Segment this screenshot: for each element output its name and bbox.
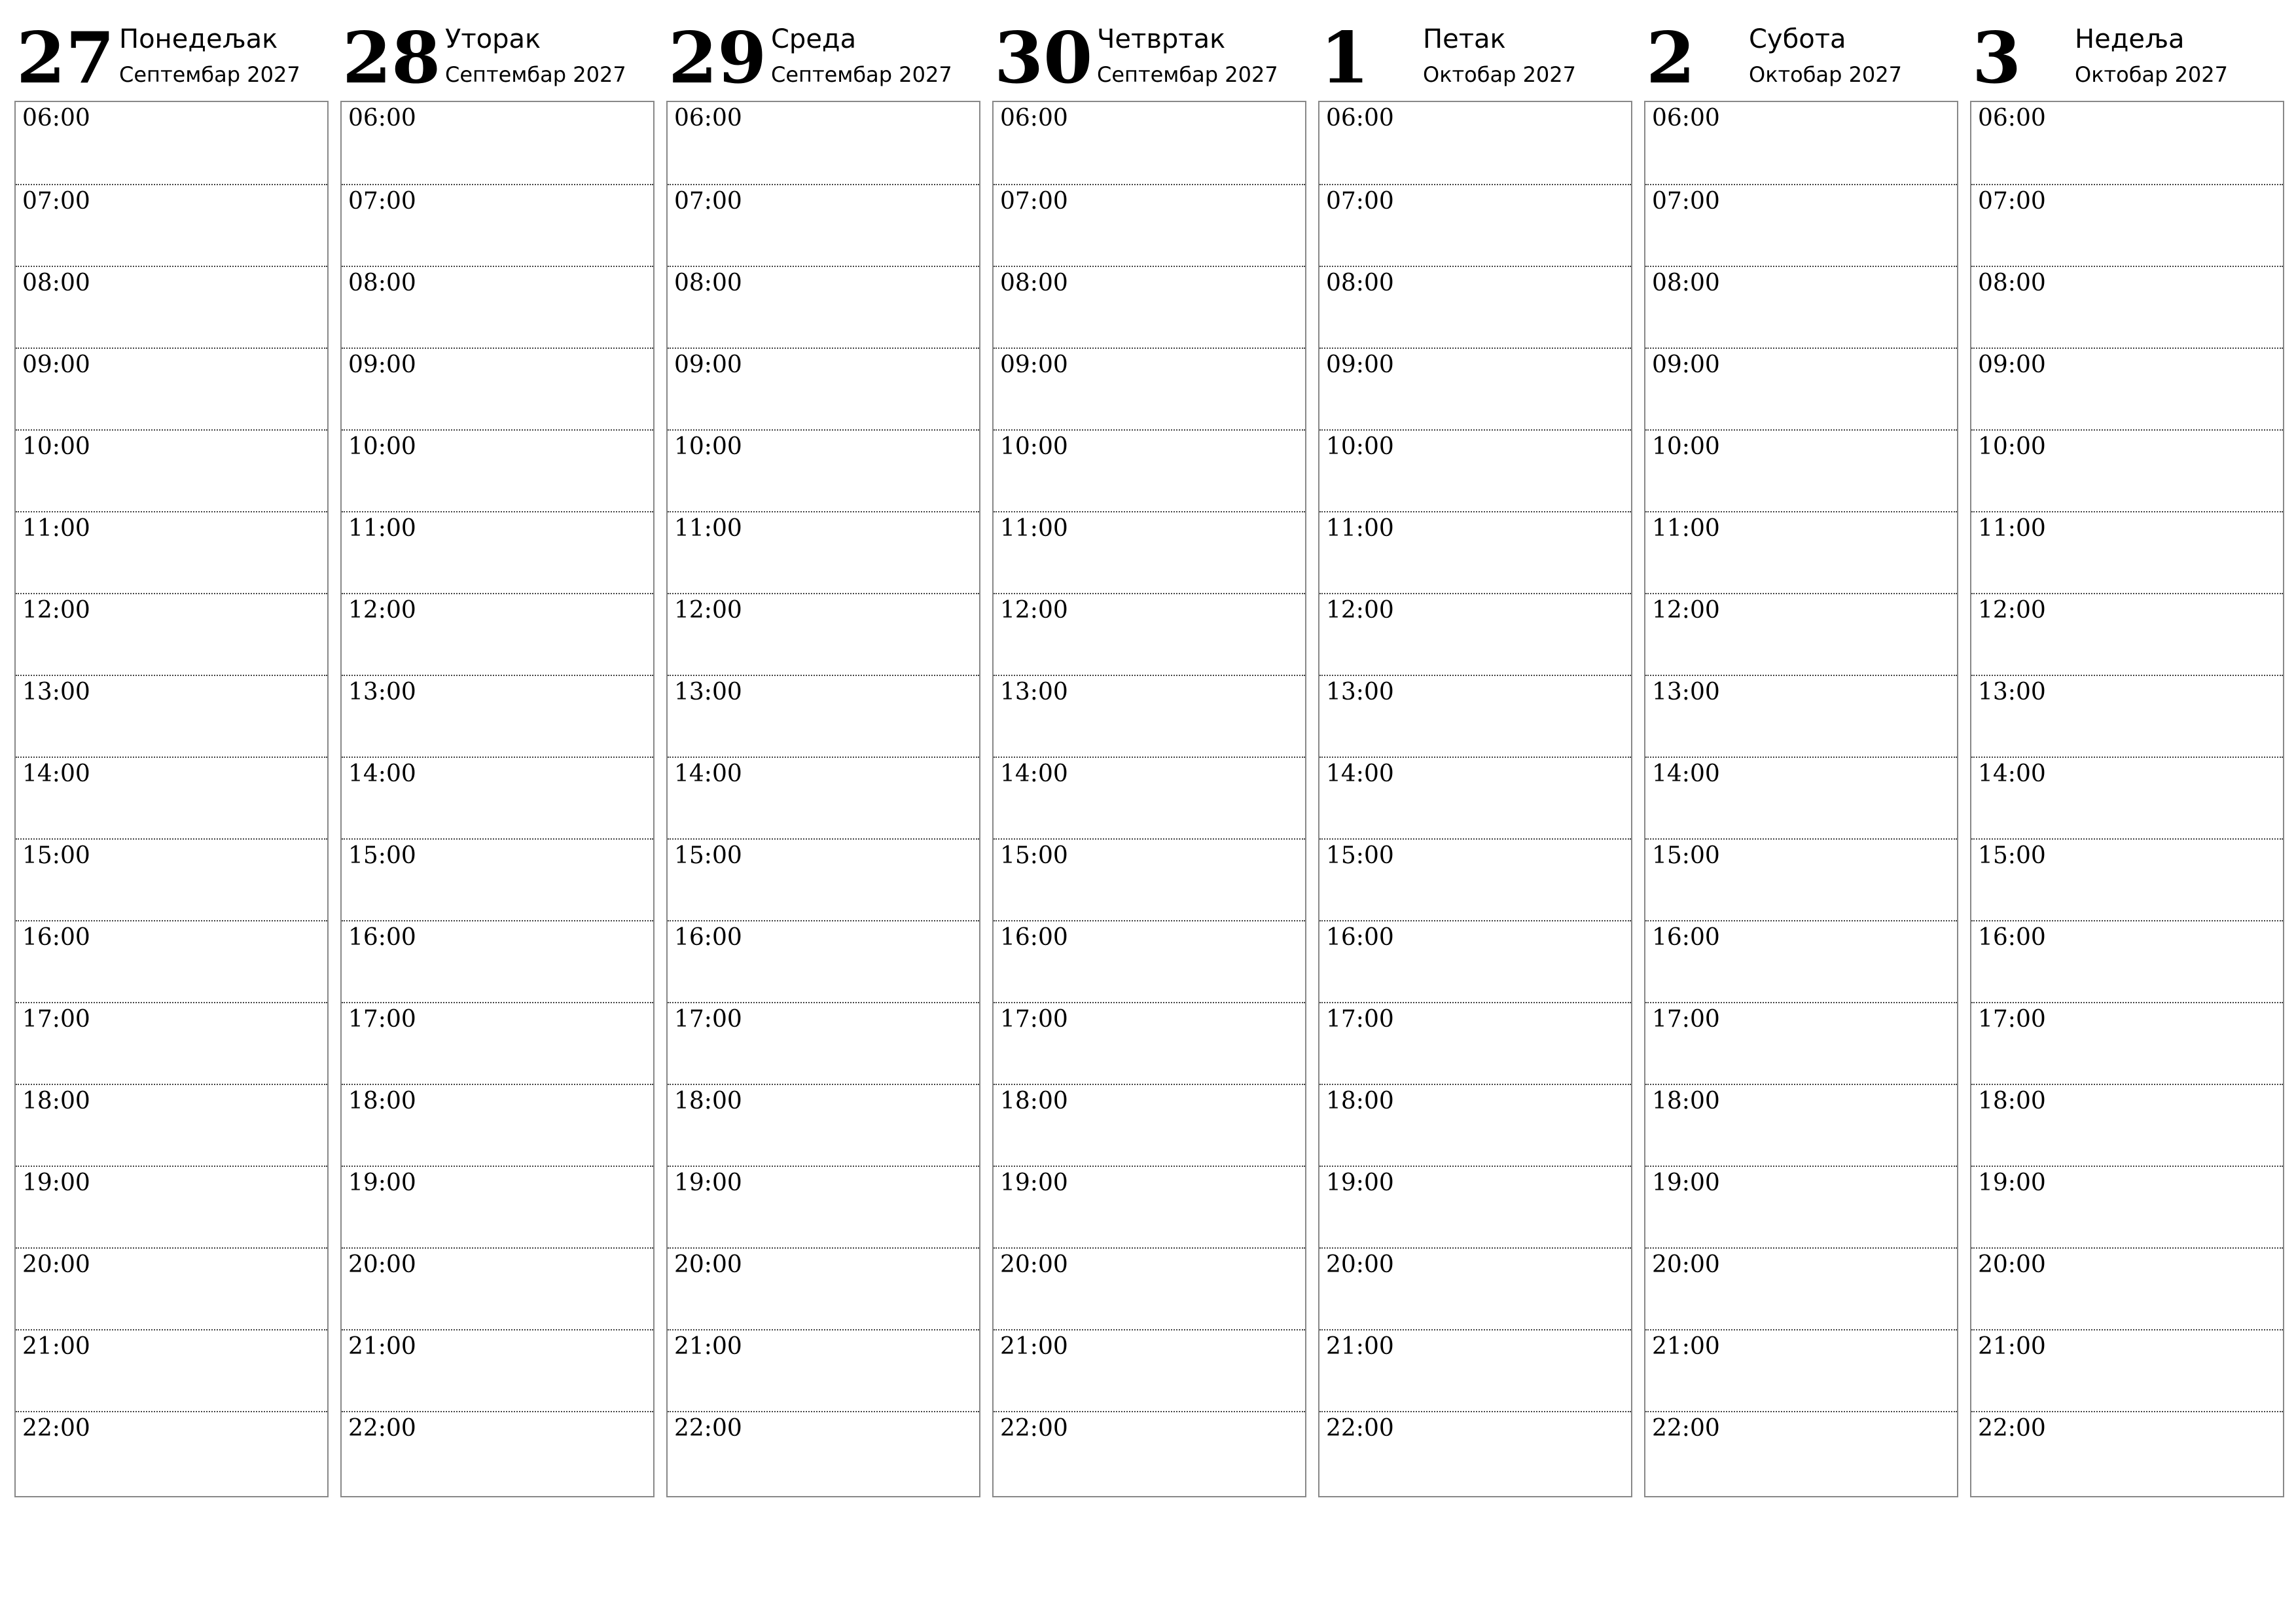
time-slot[interactable] (1319, 675, 1631, 758)
day-name: Понедељак (119, 24, 278, 54)
time-slot[interactable] (668, 266, 979, 349)
time-slot[interactable] (1971, 757, 2283, 840)
time-slot[interactable] (1319, 266, 1631, 349)
time-label: 09:00 (1000, 351, 1068, 378)
time-slot[interactable] (1971, 838, 2283, 921)
time-label: 10:00 (1326, 433, 1394, 460)
time-slot[interactable] (994, 920, 1305, 1003)
day-schedule-box (1318, 101, 1632, 1497)
time-slot[interactable] (1971, 1329, 2283, 1412)
time-label: 09:00 (348, 351, 416, 378)
time-slot[interactable] (1971, 102, 2283, 184)
time-slot[interactable] (16, 1166, 327, 1249)
day-header (340, 0, 655, 98)
time-label: 06:00 (1000, 105, 1068, 132)
time-slot[interactable] (1971, 266, 2283, 349)
time-slot[interactable] (342, 757, 653, 840)
time-slot[interactable] (342, 511, 653, 594)
time-label: 06:00 (1978, 105, 2046, 132)
time-slot[interactable] (1971, 348, 2283, 431)
time-label: 19:00 (1326, 1169, 1394, 1196)
time-slot[interactable] (668, 1411, 979, 1494)
time-slot[interactable] (342, 1002, 653, 1085)
time-label: 22:00 (1652, 1415, 1720, 1442)
time-label: 06:00 (348, 105, 416, 132)
day-name: Недеља (2075, 24, 2185, 54)
time-slot[interactable] (668, 184, 979, 267)
time-label: 13:00 (674, 679, 742, 705)
time-slot[interactable] (16, 1247, 327, 1330)
time-label: 16:00 (1978, 924, 2046, 951)
time-label: 21:00 (1000, 1333, 1068, 1360)
time-label: 13:00 (348, 679, 416, 705)
time-label: 19:00 (22, 1169, 90, 1196)
time-slot[interactable] (994, 1002, 1305, 1085)
day-schedule-box (666, 101, 980, 1497)
time-label: 21:00 (1978, 1333, 2046, 1360)
time-slot[interactable] (1645, 266, 1957, 349)
time-label: 19:00 (1000, 1169, 1068, 1196)
time-label: 17:00 (348, 1006, 416, 1033)
day-name: Среда (771, 24, 857, 54)
month-year-label: Октобар 2027 (1749, 62, 1902, 87)
time-label: 10:00 (1978, 433, 2046, 460)
time-label: 06:00 (674, 105, 742, 132)
time-slot[interactable] (342, 920, 653, 1003)
time-slot[interactable] (668, 838, 979, 921)
time-slot[interactable] (1645, 593, 1957, 676)
time-label: 14:00 (348, 760, 416, 787)
time-slot[interactable] (1319, 1166, 1631, 1249)
day-schedule-box (340, 101, 655, 1497)
time-slot[interactable] (1319, 429, 1631, 512)
time-slot[interactable] (1971, 1084, 2283, 1167)
time-label: 21:00 (1652, 1333, 1720, 1360)
time-slot[interactable] (1971, 920, 2283, 1003)
time-slot[interactable] (994, 1247, 1305, 1330)
time-slot[interactable] (1645, 675, 1957, 758)
time-slot[interactable] (668, 1002, 979, 1085)
time-label: 18:00 (1978, 1088, 2046, 1115)
time-label: 19:00 (1652, 1169, 1720, 1196)
time-slot[interactable] (994, 757, 1305, 840)
time-slot[interactable] (1319, 1329, 1631, 1412)
time-label: 20:00 (674, 1251, 742, 1278)
time-slot[interactable] (668, 1329, 979, 1412)
time-slot[interactable] (342, 1329, 653, 1412)
time-slot[interactable] (994, 1329, 1305, 1412)
time-slot[interactable] (994, 1411, 1305, 1494)
time-label: 22:00 (1978, 1415, 2046, 1442)
time-label: 09:00 (1652, 351, 1720, 378)
time-slot[interactable] (668, 429, 979, 512)
time-slot[interactable] (1645, 1411, 1957, 1494)
time-slot[interactable] (994, 429, 1305, 512)
day-number: 30 (994, 17, 1093, 99)
time-slot[interactable] (994, 511, 1305, 594)
time-slot[interactable] (342, 838, 653, 921)
time-label: 20:00 (1326, 1251, 1394, 1278)
time-slot[interactable] (16, 593, 327, 676)
time-slot[interactable] (16, 511, 327, 594)
time-slot[interactable] (994, 266, 1305, 349)
time-slot[interactable] (1971, 675, 2283, 758)
time-label: 22:00 (1000, 1415, 1068, 1442)
time-label: 16:00 (22, 924, 90, 951)
time-label: 18:00 (1326, 1088, 1394, 1115)
month-year-label: Октобар 2027 (1423, 62, 1576, 87)
time-label: 16:00 (1326, 924, 1394, 951)
time-slot[interactable] (668, 593, 979, 676)
time-slot[interactable] (994, 593, 1305, 676)
time-label: 13:00 (1978, 679, 2046, 705)
month-year-label: Септембар 2027 (771, 62, 952, 87)
day-number: 1 (1320, 17, 1370, 99)
time-label: 16:00 (1652, 924, 1720, 951)
day-number: 29 (668, 17, 767, 99)
time-slot[interactable] (342, 348, 653, 431)
time-label: 11:00 (1978, 515, 2046, 542)
time-slot[interactable] (16, 838, 327, 921)
time-label: 17:00 (1326, 1006, 1394, 1033)
time-slot[interactable] (668, 1084, 979, 1167)
time-slot[interactable] (342, 266, 653, 349)
day-header (1970, 0, 2284, 98)
time-label: 20:00 (22, 1251, 90, 1278)
time-label: 07:00 (1652, 188, 1720, 215)
time-slot[interactable] (994, 1166, 1305, 1249)
day-number: 2 (1646, 17, 1696, 99)
time-slot[interactable] (1645, 1329, 1957, 1412)
time-label: 07:00 (1000, 188, 1068, 215)
time-slot[interactable] (342, 429, 653, 512)
time-label: 14:00 (1326, 760, 1394, 787)
time-slot[interactable] (668, 920, 979, 1003)
day-header (14, 0, 329, 98)
time-slot[interactable] (1645, 1002, 1957, 1085)
time-label: 18:00 (674, 1088, 742, 1115)
time-label: 10:00 (674, 433, 742, 460)
time-label: 12:00 (348, 597, 416, 624)
time-slot[interactable] (16, 920, 327, 1003)
day-header (666, 0, 980, 98)
time-slot[interactable] (1645, 429, 1957, 512)
time-label: 14:00 (1000, 760, 1068, 787)
time-slot[interactable] (1319, 348, 1631, 431)
time-slot[interactable] (1319, 920, 1631, 1003)
time-label: 21:00 (22, 1333, 90, 1360)
time-slot[interactable] (16, 1084, 327, 1167)
time-label: 11:00 (674, 515, 742, 542)
time-label: 16:00 (674, 924, 742, 951)
time-slot[interactable] (1971, 184, 2283, 267)
time-label: 16:00 (1000, 924, 1068, 951)
time-slot[interactable] (1319, 1247, 1631, 1330)
month-year-label: Септембар 2027 (445, 62, 626, 87)
time-label: 07:00 (1978, 188, 2046, 215)
day-schedule-box (1644, 101, 1958, 1497)
time-label: 10:00 (22, 433, 90, 460)
time-slot[interactable] (1645, 1247, 1957, 1330)
time-label: 22:00 (674, 1415, 742, 1442)
time-label: 07:00 (348, 188, 416, 215)
time-slot[interactable] (1319, 102, 1631, 184)
time-slot[interactable] (16, 1002, 327, 1085)
time-slot[interactable] (16, 102, 327, 184)
month-year-label: Септембар 2027 (1097, 62, 1278, 87)
time-slot[interactable] (1645, 102, 1957, 184)
time-label: 18:00 (1000, 1088, 1068, 1115)
time-slot[interactable] (342, 1166, 653, 1249)
time-slot[interactable] (1319, 184, 1631, 267)
time-slot[interactable] (1645, 1084, 1957, 1167)
time-label: 12:00 (1652, 597, 1720, 624)
time-label: 08:00 (1326, 270, 1394, 296)
time-label: 11:00 (1000, 515, 1068, 542)
time-label: 16:00 (348, 924, 416, 951)
time-slot[interactable] (16, 429, 327, 512)
time-label: 10:00 (348, 433, 416, 460)
day-header (992, 0, 1306, 98)
time-label: 17:00 (674, 1006, 742, 1033)
time-label: 22:00 (1326, 1415, 1394, 1442)
time-label: 19:00 (674, 1169, 742, 1196)
time-label: 17:00 (1000, 1006, 1068, 1033)
time-label: 09:00 (674, 351, 742, 378)
time-label: 20:00 (1652, 1251, 1720, 1278)
time-slot[interactable] (1645, 184, 1957, 267)
time-slot[interactable] (994, 675, 1305, 758)
time-label: 18:00 (22, 1088, 90, 1115)
time-slot[interactable] (994, 348, 1305, 431)
time-slot[interactable] (1319, 1411, 1631, 1494)
time-label: 14:00 (674, 760, 742, 787)
time-label: 18:00 (1652, 1088, 1720, 1115)
time-slot[interactable] (1319, 838, 1631, 921)
time-label: 17:00 (1978, 1006, 2046, 1033)
day-schedule-box (992, 101, 1306, 1497)
time-slot[interactable] (1319, 511, 1631, 594)
time-label: 13:00 (1326, 679, 1394, 705)
time-slot[interactable] (342, 675, 653, 758)
time-label: 07:00 (22, 188, 90, 215)
time-slot[interactable] (1319, 593, 1631, 676)
time-label: 13:00 (1000, 679, 1068, 705)
day-header (1644, 0, 1958, 98)
time-slot[interactable] (668, 1166, 979, 1249)
time-label: 19:00 (348, 1169, 416, 1196)
time-label: 07:00 (1326, 188, 1394, 215)
time-slot[interactable] (1971, 1411, 2283, 1494)
time-slot[interactable] (16, 675, 327, 758)
time-label: 10:00 (1000, 433, 1068, 460)
time-label: 12:00 (22, 597, 90, 624)
time-slot[interactable] (1645, 1166, 1957, 1249)
time-label: 11:00 (348, 515, 416, 542)
time-slot[interactable] (994, 184, 1305, 267)
time-slot[interactable] (668, 102, 979, 184)
time-slot[interactable] (16, 348, 327, 431)
time-label: 13:00 (22, 679, 90, 705)
time-slot[interactable] (1645, 757, 1957, 840)
day-header (1318, 0, 1632, 98)
time-label: 08:00 (1652, 270, 1720, 296)
time-label: 14:00 (22, 760, 90, 787)
month-year-label: Октобар 2027 (2075, 62, 2228, 87)
day-number: 3 (1972, 17, 2022, 99)
time-label: 08:00 (1978, 270, 2046, 296)
time-slot[interactable] (1645, 920, 1957, 1003)
time-label: 19:00 (1978, 1169, 2046, 1196)
time-slot[interactable] (1645, 348, 1957, 431)
time-slot[interactable] (994, 838, 1305, 921)
time-label: 11:00 (1326, 515, 1394, 542)
time-slot[interactable] (342, 1084, 653, 1167)
time-label: 15:00 (22, 842, 90, 869)
time-slot[interactable] (668, 1247, 979, 1330)
time-slot[interactable] (668, 757, 979, 840)
time-label: 11:00 (22, 515, 90, 542)
time-slot[interactable] (1971, 429, 2283, 512)
time-label: 09:00 (1978, 351, 2046, 378)
time-label: 17:00 (22, 1006, 90, 1033)
time-slot[interactable] (16, 757, 327, 840)
time-label: 22:00 (348, 1415, 416, 1442)
time-label: 18:00 (348, 1088, 416, 1115)
time-label: 22:00 (22, 1415, 90, 1442)
time-slot[interactable] (994, 1084, 1305, 1167)
time-label: 12:00 (1000, 597, 1068, 624)
time-label: 09:00 (22, 351, 90, 378)
time-label: 06:00 (22, 105, 90, 132)
time-slot[interactable] (342, 184, 653, 267)
time-label: 08:00 (22, 270, 90, 296)
time-label: 15:00 (674, 842, 742, 869)
time-label: 14:00 (1978, 760, 2046, 787)
time-label: 06:00 (1652, 105, 1720, 132)
time-label: 17:00 (1652, 1006, 1720, 1033)
time-slot[interactable] (1971, 511, 2283, 594)
time-label: 12:00 (1326, 597, 1394, 624)
time-slot[interactable] (1319, 1084, 1631, 1167)
time-slot[interactable] (1319, 1002, 1631, 1085)
time-slot[interactable] (1971, 593, 2283, 676)
day-name: Четвртак (1097, 24, 1226, 54)
time-label: 07:00 (674, 188, 742, 215)
time-label: 21:00 (674, 1333, 742, 1360)
time-label: 15:00 (348, 842, 416, 869)
time-label: 11:00 (1652, 515, 1720, 542)
time-label: 12:00 (674, 597, 742, 624)
day-schedule-box (14, 101, 329, 1497)
time-label: 13:00 (1652, 679, 1720, 705)
time-slot[interactable] (342, 1247, 653, 1330)
time-slot[interactable] (342, 593, 653, 676)
time-label: 15:00 (1000, 842, 1068, 869)
time-label: 12:00 (1978, 597, 2046, 624)
time-label: 14:00 (1652, 760, 1720, 787)
day-schedule-box (1970, 101, 2284, 1497)
time-slot[interactable] (1319, 757, 1631, 840)
time-label: 20:00 (1978, 1251, 2046, 1278)
time-slot[interactable] (668, 348, 979, 431)
day-name: Уторак (445, 24, 541, 54)
time-slot[interactable] (668, 511, 979, 594)
day-name: Субота (1749, 24, 1846, 54)
time-label: 21:00 (1326, 1333, 1394, 1360)
time-slot[interactable] (1971, 1166, 2283, 1249)
time-slot[interactable] (342, 102, 653, 184)
time-label: 15:00 (1978, 842, 2046, 869)
time-slot[interactable] (668, 675, 979, 758)
day-number: 27 (16, 17, 115, 99)
time-slot[interactable] (16, 1329, 327, 1412)
time-label: 09:00 (1326, 351, 1394, 378)
time-label: 15:00 (1652, 842, 1720, 869)
time-slot[interactable] (1645, 511, 1957, 594)
time-slot[interactable] (342, 1411, 653, 1494)
time-slot[interactable] (994, 102, 1305, 184)
time-label: 20:00 (1000, 1251, 1068, 1278)
time-label: 06:00 (1326, 105, 1394, 132)
time-label: 21:00 (348, 1333, 416, 1360)
time-slot[interactable] (16, 184, 327, 267)
time-label: 08:00 (348, 270, 416, 296)
time-slot[interactable] (1645, 838, 1957, 921)
time-label: 08:00 (1000, 270, 1068, 296)
time-label: 08:00 (674, 270, 742, 296)
month-year-label: Септембар 2027 (119, 62, 300, 87)
time-label: 20:00 (348, 1251, 416, 1278)
time-slot[interactable] (16, 266, 327, 349)
day-number: 28 (342, 17, 441, 99)
time-slot[interactable] (1971, 1247, 2283, 1330)
time-slot[interactable] (16, 1411, 327, 1494)
day-name: Петак (1423, 24, 1506, 54)
time-label: 10:00 (1652, 433, 1720, 460)
time-slot[interactable] (1971, 1002, 2283, 1085)
time-label: 15:00 (1326, 842, 1394, 869)
